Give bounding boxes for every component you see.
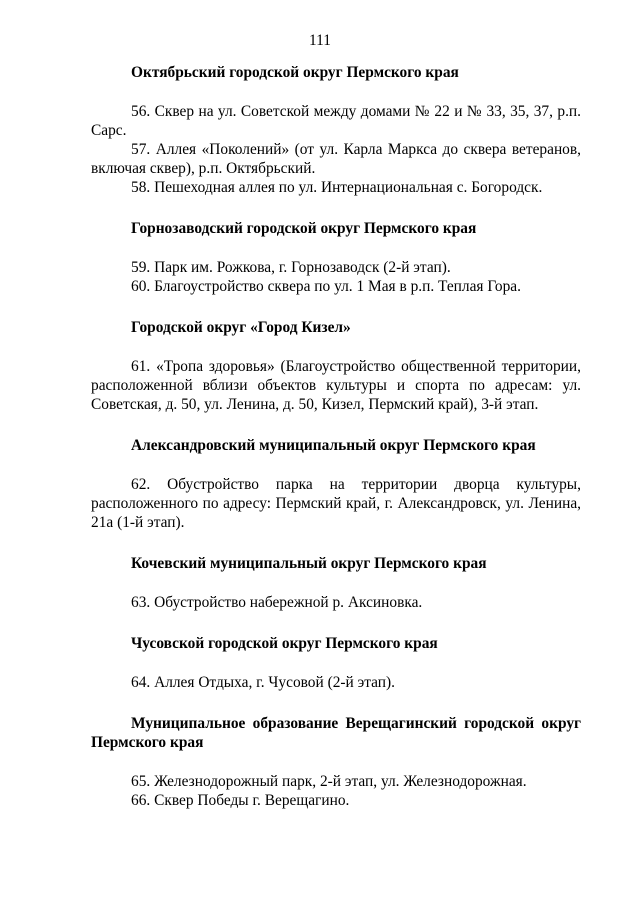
- list-item: 59. Парк им. Рожкова, г. Горнозаводск (2-й этап).: [131, 259, 451, 276]
- section-gornozavodsky: [91, 219, 581, 296]
- section-heading: Октябрьский городской округ Пермского края: [131, 64, 459, 81]
- section-kizel: [91, 318, 581, 414]
- section-heading: Муниципальное образование Верещагинский городской округ Пермского края: [91, 715, 581, 751]
- section-aleksandrovsky: [91, 436, 581, 532]
- section-heading: Александровский муниципальный округ Пермского края: [131, 437, 536, 454]
- list-item: 66. Сквер Победы г. Верещагино.: [131, 792, 350, 809]
- section-chusovskoy: [91, 634, 581, 692]
- section-oktyabrsky: [91, 63, 581, 197]
- list-item: 58. Пешеходная аллея по ул. Интернациональная с. Богородск.: [131, 179, 543, 196]
- list-item: 60. Благоустройство сквера по ул. 1 Мая в р.п. Теплая Гора.: [131, 278, 521, 295]
- document-body: [91, 63, 581, 832]
- section-heading: Горнозаводский городской округ Пермского края: [131, 220, 477, 237]
- list-item: 64. Аллея Отдыха, г. Чусовой (2-й этап).: [131, 674, 395, 691]
- section-kochevsky: [91, 554, 581, 612]
- list-item: 62. Обустройство парка на территории дворца культуры, расположенного по адресу: Пермский край, г. Александровск, ул. Ленина, 21а (1-й этап).: [91, 476, 581, 531]
- page-number: 111: [309, 32, 331, 49]
- list-item: 57. Аллея «Поколений» (от ул. Карла Маркса до сквера ветеранов, включая сквер), р.п. Октябрьский.: [91, 141, 581, 177]
- list-item: 56. Сквер на ул. Советской между домами № 22 и № 33, 35, 37, р.п. Сарс.: [91, 103, 581, 139]
- section-heading: Городской округ «Город Кизел»: [131, 319, 351, 336]
- list-item: 63. Обустройство набережной р. Аксиновка.: [131, 594, 423, 611]
- section-heading: Чусовской городской округ Пермского края: [131, 635, 438, 652]
- list-item: 65. Железнодорожный парк, 2-й этап, ул. Железнодорожная.: [131, 773, 527, 790]
- list-item: 61. «Тропа здоровья» (Благоустройство общественной территории, расположенной вблизи объектов культуры и спорта по адресам: ул. Советская, д. 50, ул. Ленина, д. 50, Кизел, Пермский край), 3-й этап.: [91, 358, 581, 413]
- section-heading: Кочевский муниципальный округ Пермского края: [131, 555, 487, 572]
- section-vereshchaginsky: [91, 714, 581, 810]
